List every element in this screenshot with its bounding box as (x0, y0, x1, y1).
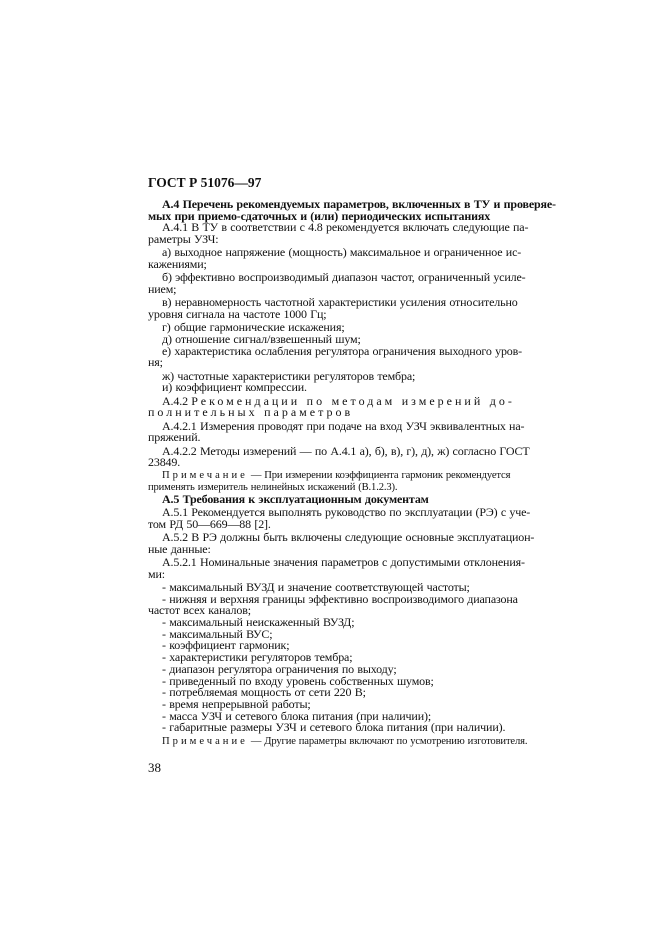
section-title-spaced: Рекомендации по методам измерений до- (191, 393, 515, 408)
list-item: - габаритные размеры УЗЧ и сетевого блока питания (при наличии). (162, 720, 506, 735)
note-text: — При измерении коэффициента гармоник рекомендуется (247, 470, 511, 482)
paragraph-line: А.4.1 В ТУ в соответствии с 4.8 рекомендуется включать следующие па- (162, 220, 529, 235)
list-item: - время непрерывной работы; (162, 696, 311, 711)
note-label: Примечание (162, 470, 248, 482)
paragraph-line: А.5.1 Рекомендуется выполнять руководство по эксплуатации (РЭ) с уче- (162, 505, 531, 520)
list-item: - максимальный ВУС; (162, 626, 273, 641)
list-item: - характеристики регуляторов тембра; (162, 650, 353, 665)
list-item-d: д) отношение сигнал/взвешенный шум; (162, 331, 361, 346)
list-item-cont: частот всех каналов; (148, 603, 251, 618)
list-item: - потребляемая мощность от сети 220 В; (162, 685, 366, 700)
note-text: — Другие параметры включают по усмотрению изготовителя. (247, 735, 528, 747)
list-item-i: и) коэффициент компрессии. (162, 380, 307, 395)
page-number: 38 (148, 760, 161, 776)
paragraph-line: ми: (148, 566, 165, 581)
list-item: - коэффициент гармоник; (162, 638, 290, 653)
list-item-b: б) эффективно воспроизводимый диапазон частот, ограниченный усиле- (162, 270, 526, 285)
paragraph-line: раметры УЗЧ: (148, 232, 219, 247)
section-heading-a4: А.4 Перечень рекомендуемых параметров, включенных в ТУ и проверяе- (162, 197, 556, 211)
paragraph-line: А.5.2.1 Номинальные значения параметров с допустимыми отклонения- (162, 555, 525, 570)
list-item-a: а) выходное напряжение (мощность) максимальное и ограниченное ис- (162, 245, 522, 260)
list-item: - нижняя и верхняя границы эффективно воспроизводимого диапазона (162, 591, 518, 606)
list-item: - масса УЗЧ и сетевого блока питания (при наличии); (162, 708, 432, 723)
section-number: А.4.2 (162, 393, 192, 408)
list-item-v-cont: уровня сигнала на частоте 1000 Гц; (148, 306, 327, 321)
list-item-v: в) неравномерность частотной характеристики усиления относительно (162, 295, 518, 310)
section-heading-a5: А.5 Требования к эксплуатационным документам (162, 491, 429, 506)
paragraph-line: А.4.2.1 Измерения проводят при подаче на вход УЗЧ эквивалентных на- (162, 418, 525, 433)
note-line (148, 470, 540, 482)
paragraph-line: А.5.2 В РЭ должны быть включены следующие основные эксплуатацион- (162, 530, 535, 545)
list-item-a-cont: кажениями; (148, 257, 207, 272)
paragraph-line: 23849. (148, 455, 181, 470)
paragraph-line: том РД 50—669—88 [2]. (148, 516, 271, 531)
paragraph-line: пряжений. (148, 430, 201, 445)
list-item-b-cont: нием; (148, 282, 177, 296)
list-item: - приведенный по входу уровень собственных шумов; (162, 673, 434, 688)
document-body (148, 197, 556, 776)
list-item-zh: ж) частотные характеристики регуляторов тембра; (162, 368, 416, 383)
paragraph-line: ные данные: (148, 541, 211, 556)
note-line-cont: применять измеритель нелинейных искажений (В.1.2.3). (148, 482, 398, 494)
paragraph-line: А.4.2.2 Методы измерений — по А.4.1 а), б), в), г), д), ж) согласно ГОСТ (162, 443, 530, 458)
section-heading-a4-cont: мых при приемо-сдаточных и (или) периодических испытаниях (148, 208, 491, 223)
section-title-spaced-cont: полнительных параметров (148, 405, 354, 420)
list-item: - максимальный ВУЗД и значение соответствующей частоты; (162, 580, 470, 595)
document-header: ГОСТ Р 51076—97 (148, 175, 262, 190)
list-item: - максимальный неискаженный ВУЗД; (162, 615, 355, 630)
list-item: - диапазон регулятора ограничения по выходу; (162, 661, 397, 676)
note-line (148, 736, 540, 748)
list-item-e-cont: ня; (148, 355, 163, 370)
list-item-g: г) общие гармонические искажения; (162, 320, 345, 335)
list-item-e: е) характеристика ослабления регулятора ограничения выходного уров- (162, 343, 523, 358)
note-label: Примечание (162, 735, 248, 747)
